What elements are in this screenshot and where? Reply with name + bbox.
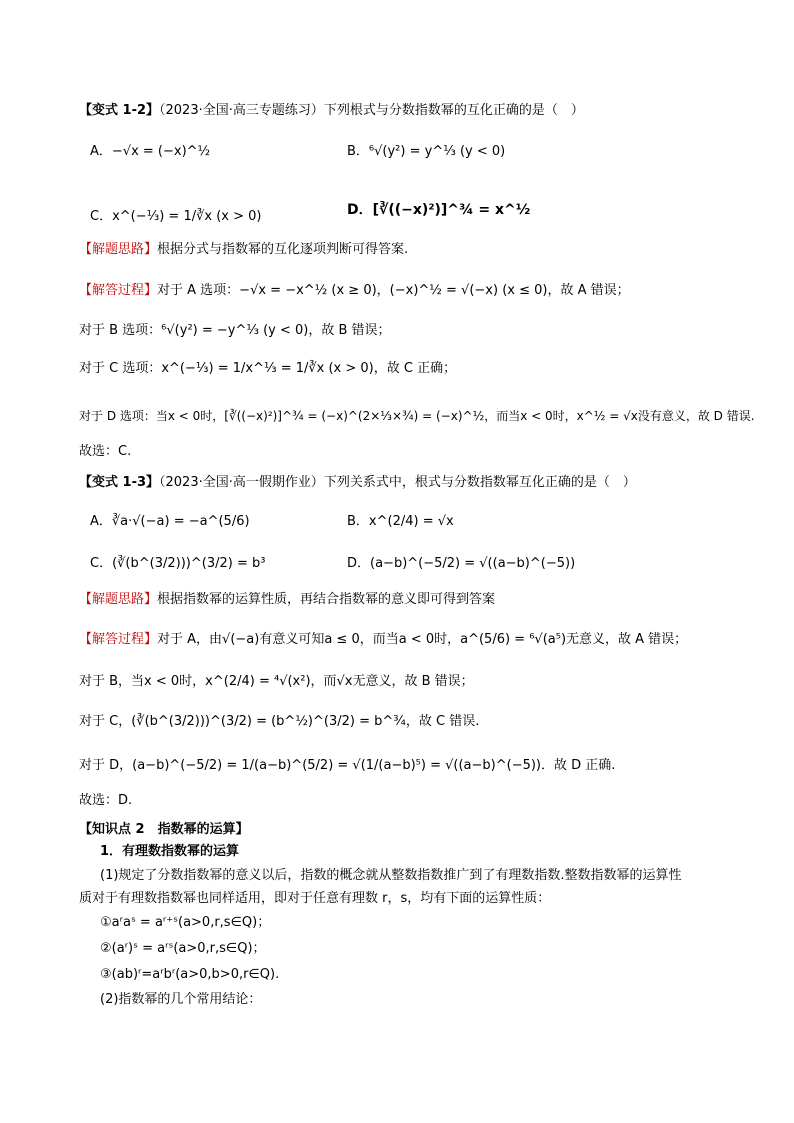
rule-1: ①aʳaˢ = aʳ⁺ˢ(a>0,r,s∈Q)；	[100, 915, 271, 930]
proc12-a	[79, 281, 630, 301]
knowledge-p1b: 质对于有理数指数幂也同样适用，即对于任意有理数 r，s，均有下面的运算性质：	[79, 891, 551, 906]
proc-tag: 【解答过程】	[79, 632, 158, 647]
idea-tag: 【解题思路】	[79, 242, 158, 257]
proc13-b: 对于 B，当x < 0时，x^(2/4) = ⁴√(x²)，而√x无意义，故 B 错误；	[79, 674, 474, 689]
proc-tag: 【解答过程】	[79, 283, 158, 298]
rule-3: ③(ab)ʳ=aʳbʳ(a>0,b>0,r∈Q).	[100, 967, 280, 982]
option-c: C．x^(−⅓) = 1/∛x (x > 0)	[90, 209, 262, 224]
option-b: B．x^(2/4) = √x	[347, 514, 454, 529]
proc12-c: 对于 C 选项：x^(−⅓) = 1/x^⅓ = 1/∛x (x > 0)，故 C 正确；	[79, 361, 457, 376]
variant-source: （2023·全国·高三专题练习）	[159, 103, 324, 118]
idea13	[79, 590, 495, 610]
answer12: 故选：C.	[79, 444, 132, 459]
variant12-heading	[79, 101, 584, 121]
proc-line: 对于 A 选项：−√x = −x^½ (x ≥ 0)，(−x)^½ = √(−x) (x ≤ 0)，故 A 错误；	[157, 283, 630, 298]
proc-line: 对于 A，由√(−a)有意义可知a ≤ 0，而当a < 0时，a^(5/6) = ⁶√(a⁵)无意义，故 A 错误；	[157, 632, 688, 647]
proc12-b: 对于 B 选项：⁶√(y²) = −y^⅓ (y < 0)，故 B 错误；	[79, 323, 391, 338]
proc13-d: 对于 D，(a−b)^(−5/2) = 1/(a−b)^(5/2) = √(1/(a−b)⁵) = √((a−b)^(−5))．故 D 正确.	[79, 758, 616, 773]
variant13-heading	[79, 473, 636, 493]
option-a: A．∛a·√(−a) = −a^(5/6)	[90, 514, 250, 529]
knowledge-title: 【知识点 2 指数幂的运算】	[79, 822, 249, 837]
option-d: D．[∛((−x)²)]^¾ = x^½	[347, 202, 531, 218]
variant-question: 下列关系式中，根式与分数指数幂互化正确的是（ ）	[323, 475, 636, 490]
variant-source: （2023·全国·高一假期作业）	[159, 475, 324, 490]
idea12	[79, 240, 408, 260]
answer13: 故选：D.	[79, 793, 133, 808]
idea-text: 根据指数幂的运算性质，再结合指数幂的意义即可得到答案	[157, 592, 496, 607]
idea-tag: 【解题思路】	[79, 592, 158, 607]
proc13-a	[79, 630, 687, 650]
idea-text: 根据分式与指数幂的互化逐项判断可得答案.	[157, 242, 409, 257]
knowledge-p2: (2)指数幂的几个常用结论：	[100, 992, 262, 1007]
proc13-c: 对于 C，(∛(b^(3/2)))^(3/2) = (b^½)^(3/2) = b^¾，故 C 错误.	[79, 714, 480, 729]
variant-question: 下列根式与分数指数幂的互化正确的是（ ）	[323, 103, 584, 118]
variant-tag: 【变式 1-3】	[79, 475, 160, 490]
proc12-d: 对于 D 选项：当x < 0时，[∛((−x)²)]^¾ = (−x)^(2×⅓×¾) = (−x)^½，而当x < 0时，x^½ = √x没有意义，故 D 错误.	[79, 409, 755, 423]
option-b: B．⁶√(y²) = y^⅓ (y < 0)	[347, 144, 506, 159]
option-d: D．(a−b)^(−5/2) = √((a−b)^(−5))	[347, 556, 576, 571]
option-c: C．(∛(b^(3/2)))^(3/2) = b³	[90, 556, 266, 571]
option-a: A．−√x = (−x)^½	[90, 144, 211, 159]
knowledge-sub1: 1．有理数指数幂的运算	[100, 844, 240, 859]
rule-2: ②(aʳ)ˢ = aʳˢ(a>0,r,s∈Q)；	[100, 941, 266, 956]
knowledge-p1a: (1)规定了分数指数幂的意义以后，指数的概念就从整数指数推广到了有理数指数.整数指数幂的运算性	[100, 868, 682, 883]
variant-tag: 【变式 1-2】	[79, 103, 160, 118]
